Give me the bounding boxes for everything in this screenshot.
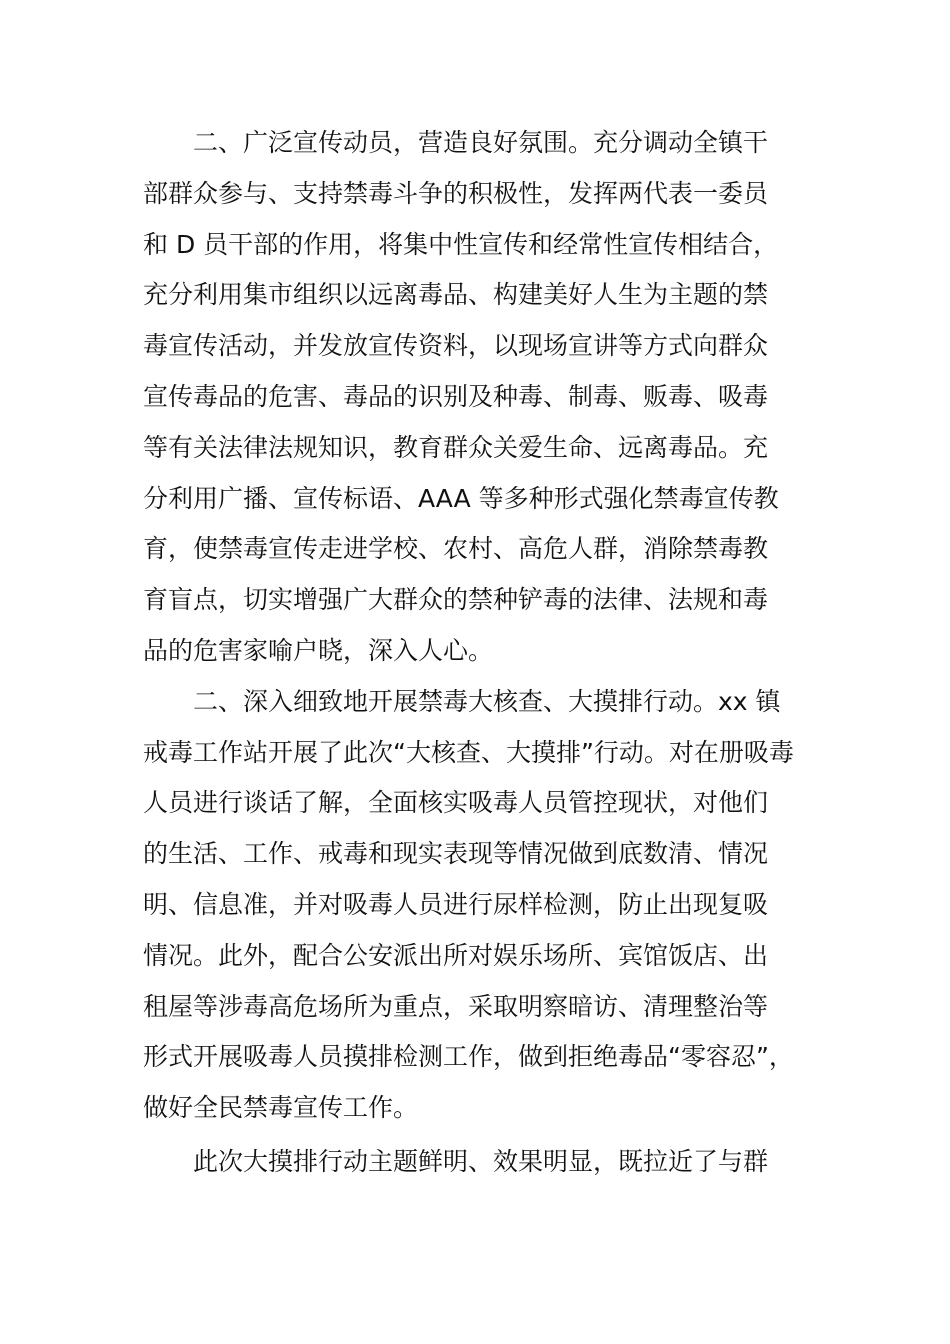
text-line: 二、广泛宣传动员，营造良好氛围。充分调动全镇干 <box>193 128 769 157</box>
text-line: 和 D 员干部的作用，将集中性宣传和经常性宣传相结合， <box>143 229 779 259</box>
text-line: 的生活、工作、戒毒和现实表现等情况做到底数清、情况 <box>143 839 769 869</box>
text-line: 戒毒工作站开展了此次“大核查、大摸排”行动。对在册吸毒 <box>143 737 794 767</box>
text-line: 宣传毒品的危害、毒品的识别及种毒、制毒、贩毒、吸毒 <box>143 381 769 411</box>
text-line: 形式开展吸毒人员摸排检测工作，做到拒绝毒品“零容忍”， <box>143 1042 794 1072</box>
text-line: 育盲点，切实增强广大群众的禁种铲毒的法律、法规和毒 <box>143 585 769 615</box>
paragraph-summary <box>143 1137 807 1188</box>
text-line: 毒宣传活动，并发放宣传资料，以现场宣讲等方式向群众 <box>143 331 769 361</box>
text-line: 等有关法律法规知识，教育群众关爱生命、远离毒品。充 <box>143 432 769 462</box>
text-line: 品的危害家喻户晓，深入人心。 <box>143 635 494 665</box>
text-line: 部群众参与、支持禁毒斗争的积极性，发挥两代表一委员 <box>143 178 769 208</box>
text-line: 充分利用集市组织以远离毒品、构建美好人生为主题的禁 <box>143 280 769 310</box>
text-line: 情况。此外，配合公安派出所对娱乐场所、宾馆饭店、出 <box>143 940 769 970</box>
text-line: 分利用广播、宣传标语、AAA 等多种形式强化禁毒宣传教 <box>143 483 779 513</box>
paragraph-publicity <box>143 118 807 677</box>
paragraph-investigation <box>143 677 807 1134</box>
text-line: 租屋等涉毒高危场所为重点，采取明察暗访、清理整治等 <box>143 991 769 1021</box>
text-line: 做好全民禁毒宣传工作。 <box>143 1093 419 1123</box>
text-line: 明、信息准，并对吸毒人员进行尿样检测，防止出现复吸 <box>143 889 769 919</box>
text-line: 二、深入细致地开展禁毒大核查、大摸排行动。xx 镇 <box>193 686 781 716</box>
document-body <box>143 118 807 1188</box>
text-line: 此次大摸排行动主题鲜明、效果明显，既拉近了与群 <box>193 1146 769 1176</box>
text-line: 人员进行谈话了解，全面核实吸毒人员管控现状，对他们 <box>143 788 769 818</box>
text-line: 育，使禁毒宣传走进学校、农村、高危人群，消除禁毒教 <box>143 534 769 564</box>
